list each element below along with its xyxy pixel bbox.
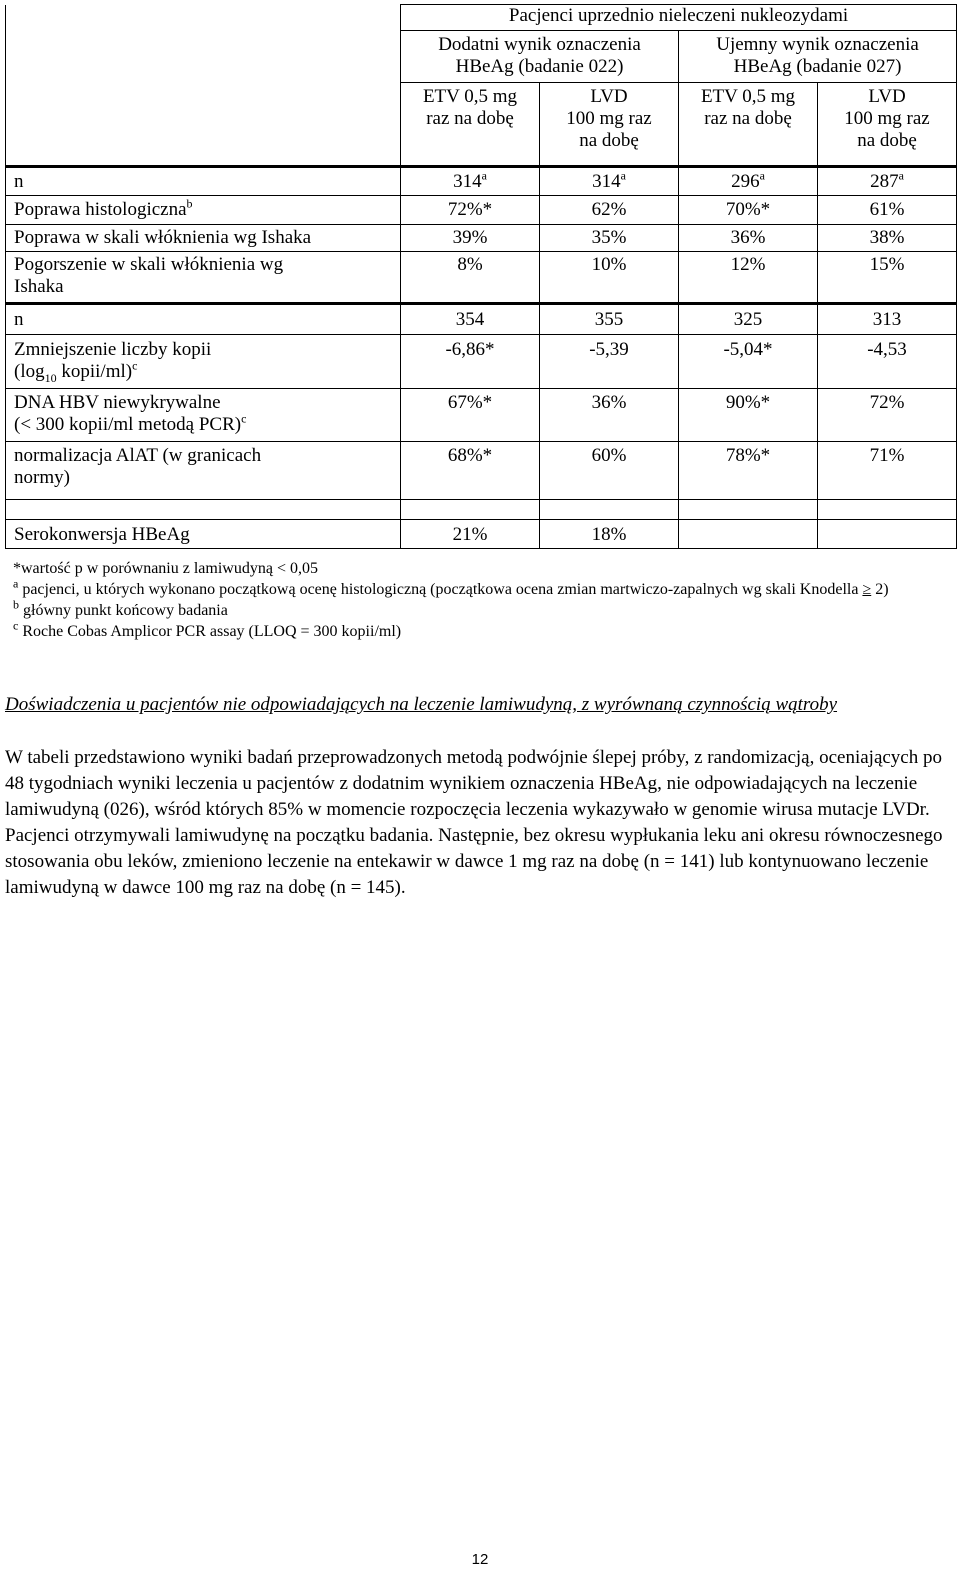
row-label: Zmniejszenie liczby kopii ($\log_{10}$ kopii/ml)$^c$ xyxy=(6,335,401,389)
table-row-alt-normalization xyxy=(6,442,957,500)
row-label: Poprawa histologiczna$^b$ xyxy=(6,196,401,225)
cell-value: 12% xyxy=(679,252,818,304)
cell-value: 60% xyxy=(540,442,679,500)
cell-value: -6,86* xyxy=(401,335,540,389)
cell-value: 296$^a$ xyxy=(679,167,818,196)
table-row-hbeag-seroconversion xyxy=(6,520,957,549)
table-footnotes xyxy=(13,558,943,642)
footnote-star: *wartość p w porównaniu z lamiwudyną < 0,05 xyxy=(13,560,318,577)
cell-value: -5,04* xyxy=(679,335,818,389)
cell-value: 18% xyxy=(540,520,679,549)
cell-value: 10% xyxy=(540,252,679,304)
header-empty-cell xyxy=(6,5,401,167)
cell-value: 314$^a$ xyxy=(401,167,540,196)
header-col-etv-027: ETV 0,5 mg raz na dobę xyxy=(679,83,818,167)
table-row-copy-reduction xyxy=(6,335,957,389)
cell-value: 313 xyxy=(818,304,957,335)
cell-value: 314$^a$ xyxy=(540,167,679,196)
cell-empty xyxy=(679,520,818,549)
footnote-c: $^c$ Roche Cobas Amplicor PCR assay (LLOQ = 300 kopii/ml) xyxy=(13,618,402,640)
cell-value: 8% xyxy=(401,252,540,304)
table-row-n-virology xyxy=(6,304,957,335)
section-paragraph: W tabeli przedstawiono wyniki badań przeprowadzonych metodą podwójnie ślepej próby, z randomizacją, oceniających po 48 tygodniach wyniki leczenia u pacjentów z dodatnim wynikiem oznaczenia HBeAg, nie odpowiadających na leczenie lamiwudyną (026), wśród których 85% w momencie rozpoczęcia leczenia wykazywało w genomie wirusa mutacje LVDr. Pacjenci otrzymywali lamiwudynę na początku badania. Następnie, bez okresu wypłukania leku ani okresu równoczesnego stosowania obu leków, zmieniono leczenie na entekawir w dawce 1 mg raz na dobę (n = 141) lub kontynuowano leczenie lamiwudyną w dawce 100 mg raz na dobę (n = 145). xyxy=(5,747,943,898)
cell-value: 62% xyxy=(540,196,679,225)
cell-value: 70%* xyxy=(679,196,818,225)
cell-empty xyxy=(818,520,957,549)
cell-value: 355 xyxy=(540,304,679,335)
results-table xyxy=(5,4,957,549)
row-label: n xyxy=(6,304,401,335)
cell-value: 21% xyxy=(401,520,540,549)
section-heading: Doświadczenia u pacjentów nie odpowiadających na leczenie lamiwudyną, z wyrównaną czynnością wątroby xyxy=(5,694,838,715)
row-label: Serokonwersja HBeAg xyxy=(6,520,401,549)
header-group: Pacjenci uprzednio nieleczeni nukleozydami xyxy=(401,5,957,31)
cell-value: 15% xyxy=(818,252,957,304)
cell-value: 325 xyxy=(679,304,818,335)
cell-value: 78%* xyxy=(679,442,818,500)
row-label: DNA HBV niewykrywalne (< 300 kopii/ml metodą PCR)$^c$ xyxy=(6,389,401,442)
cell-value: 61% xyxy=(818,196,957,225)
table-row-histologic-improvement xyxy=(6,196,957,225)
cell-value: 354 xyxy=(401,304,540,335)
cell-value: 38% xyxy=(818,225,957,252)
table-row-hbv-dna-undetectable xyxy=(6,389,957,442)
cell-value: 287$^a$ xyxy=(818,167,957,196)
cell-value: 72% xyxy=(818,389,957,442)
cell-value: 67%* xyxy=(401,389,540,442)
cell-value: 68%* xyxy=(401,442,540,500)
header-col-lvd-022: LVD 100 mg raz na dobę xyxy=(540,83,679,167)
footnote-b: $^b$ główny punkt końcowy badania xyxy=(13,597,228,619)
header-col-etv-022: ETV 0,5 mg raz na dobę xyxy=(401,83,540,167)
results-table-container xyxy=(5,4,956,549)
cell-value: 35% xyxy=(540,225,679,252)
row-label: Pogorszenie w skali włóknienia wg Ishaka xyxy=(6,252,401,304)
cell-value: 72%* xyxy=(401,196,540,225)
cell-value: -4,53 xyxy=(818,335,957,389)
cell-value: 36% xyxy=(679,225,818,252)
table-row-spacer xyxy=(6,500,957,520)
cell-value: 71% xyxy=(818,442,957,500)
row-label: n xyxy=(6,167,401,196)
cell-value: 90%* xyxy=(679,389,818,442)
header-col-lvd-027: LVD 100 mg raz na dobę xyxy=(818,83,957,167)
table-row-fibrosis-improvement xyxy=(6,225,957,252)
header-study-027: Ujemny wynik oznaczenia HBeAg (badanie 027) xyxy=(679,31,957,83)
row-label: normalizacja AlAT (w granicach normy) xyxy=(6,442,401,500)
header-study-022: Dodatni wynik oznaczenia HBeAg (badanie 022) xyxy=(401,31,679,83)
page-number: 12 xyxy=(471,1551,489,1568)
cell-value: 39% xyxy=(401,225,540,252)
table-row-n-histology xyxy=(6,167,957,196)
row-label: Poprawa w skali włóknienia wg Ishaka xyxy=(6,225,401,252)
table-row-fibrosis-worsening xyxy=(6,252,957,304)
cell-value: -5,39 xyxy=(540,335,679,389)
footnote-a: $^a$ pacjenci, u których wykonano początkową ocenę histologiczną (początkowa ocena zmian martwiczo-zapalnych wg skali Knodella ≥ 2) xyxy=(13,576,889,598)
cell-value: 36% xyxy=(540,389,679,442)
